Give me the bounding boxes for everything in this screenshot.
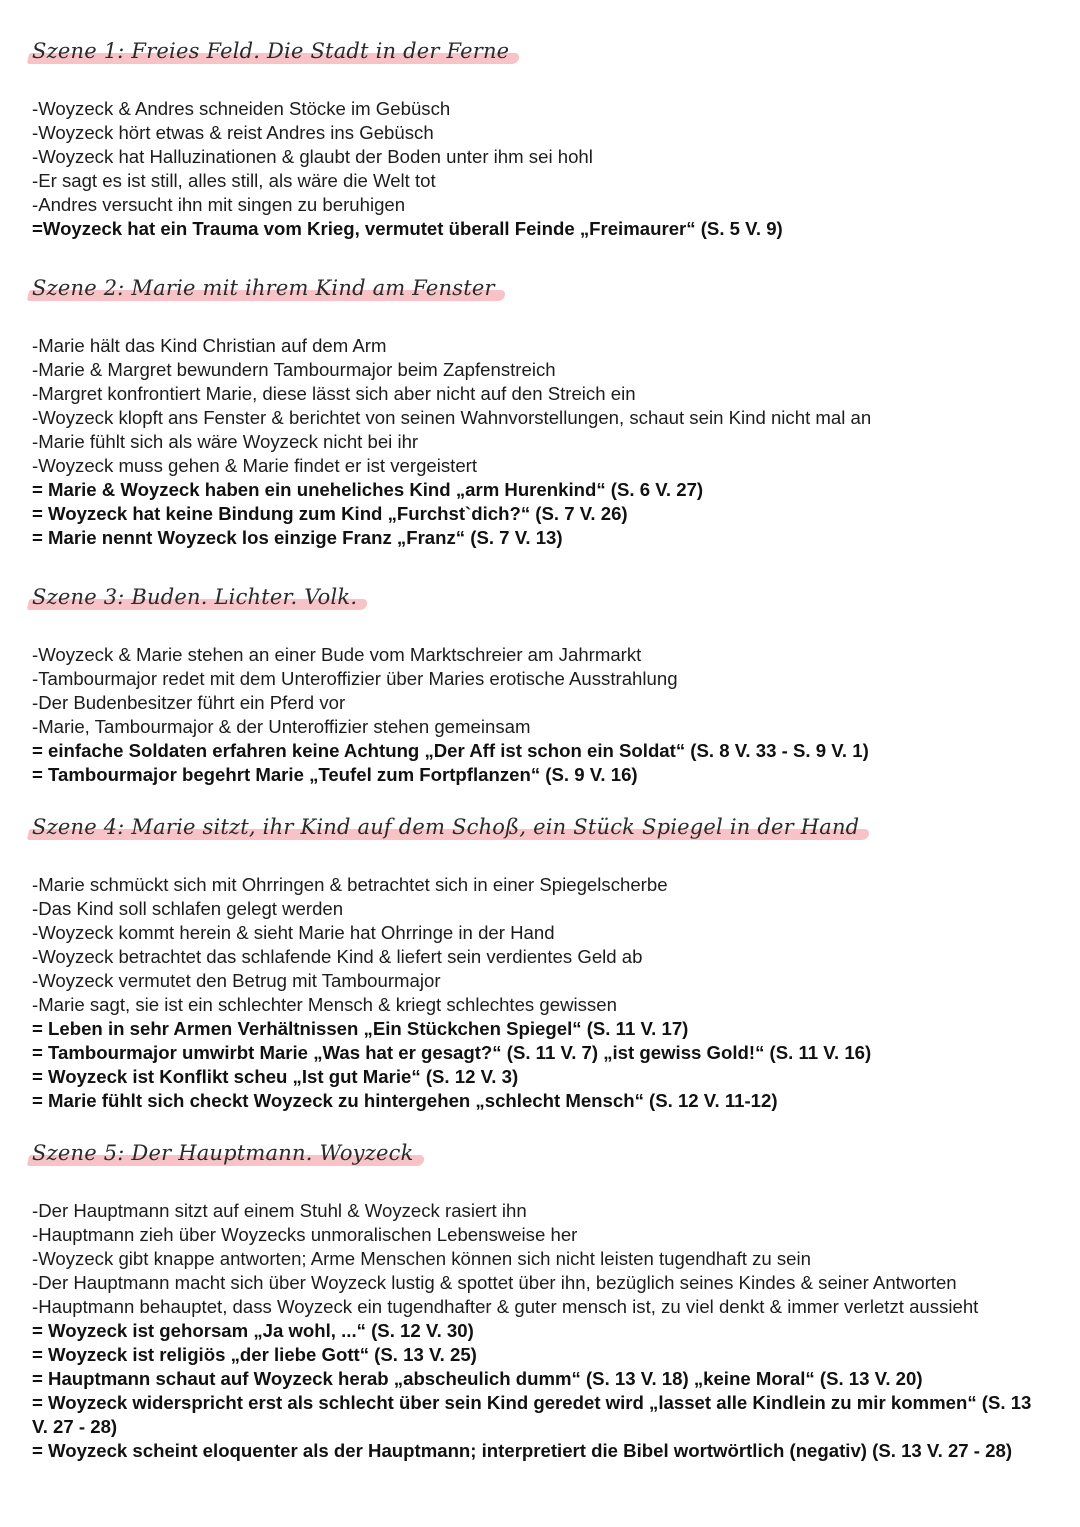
scene-5-conclusion-2: = Woyzeck ist religiös „der liebe Gott“ (S. 13 V. 25) [32, 1344, 477, 1365]
scene-1-line-2: -Woyzeck hört etwas & reist Andres ins Gebüsch [32, 122, 434, 143]
scene-1-line-1: -Woyzeck & Andres schneiden Stöcke im Gebüsch [32, 98, 451, 119]
scene-4-title: Szene 4: Marie sitzt, ihr Kind auf dem Schoß, ein Stück Spiegel in der Hand [32, 812, 863, 842]
scene-2-line-5: -Marie fühlt sich als wäre Woyzeck nicht bei ihr [32, 431, 419, 452]
scene-1 [32, 36, 1047, 241]
scene-2-line-1: -Marie hält das Kind Christian auf dem Arm [32, 335, 387, 356]
scene-2 [32, 273, 1047, 550]
scene-4-line-5: -Woyzeck vermutet den Betrug mit Tambourmajor [32, 970, 441, 991]
scene-5-title: Szene 5: Der Hauptmann. Woyzeck [32, 1138, 418, 1168]
scene-1-title: Szene 1: Freies Feld. Die Stadt in der Ferne [32, 36, 513, 66]
scene-5-conclusion-4: = Woyzeck widerspricht erst als schlecht über sein Kind geredet wird „lasset alle Kindlein zu mir kommen“ (S. 13 V. 27 - 28) [32, 1392, 1032, 1437]
scene-5-heading [32, 1138, 1047, 1172]
scene-5-line-1: -Der Hauptmann sitzt auf einem Stuhl & Woyzeck rasiert ihn [32, 1200, 527, 1221]
scene-1-line-5: -Andres versucht ihn mit singen zu beruhigen [32, 194, 406, 215]
scene-3-title: Szene 3: Buden. Lichter. Volk. [32, 582, 361, 612]
scene-3-conclusion-2: = Tambourmajor begehrt Marie „Teufel zum Fortpflanzen“ (S. 9 V. 16) [32, 764, 638, 785]
scene-2-title: Szene 2: Marie mit ihrem Kind am Fenster [32, 273, 499, 303]
scene-5-line-5: -Hauptmann behauptet, dass Woyzeck ein tugendhafter & guter mensch ist, zu viel denkt & immer verletzt aussieht [32, 1296, 979, 1317]
scene-2-conclusion-2: = Woyzeck hat keine Bindung zum Kind „Furchst`dich?“ (S. 7 V. 26) [32, 503, 628, 524]
scene-4-notes [32, 873, 1047, 1113]
scene-5-line-4: -Der Hauptmann macht sich über Woyzeck lustig & spottet über ihn, bezüglich seines Kindes & seiner Antworten [32, 1272, 957, 1293]
scene-2-line-4: -Woyzeck klopft ans Fenster & berichtet von seinen Wahnvorstellungen, schaut sein Kind nicht mal an [32, 407, 872, 428]
scene-5-notes [32, 1199, 1047, 1463]
scene-4-line-3: -Woyzeck kommt herein & sieht Marie hat Ohrringe in der Hand [32, 922, 555, 943]
scene-4-conclusion-3: = Woyzeck ist Konflikt scheu „Ist gut Marie“ (S. 12 V. 3) [32, 1066, 519, 1087]
scene-3-conclusion-1: = einfache Soldaten erfahren keine Achtung „Der Aff ist schon ein Soldat“ (S. 8 V. 33 - S. 9 V. 1) [32, 740, 869, 761]
scene-4-line-6: -Marie sagt, sie ist ein schlechter Mensch & kriegt schlechtes gewissen [32, 994, 617, 1015]
scene-4 [32, 812, 1047, 1113]
scene-3-notes [32, 643, 1047, 787]
scene-2-line-3: -Margret konfrontiert Marie, diese lässt sich aber nicht auf den Streich ein [32, 383, 636, 404]
scene-4-conclusion-4: = Marie fühlt sich checkt Woyzeck zu hintergehen „schlecht Mensch“ (S. 12 V. 11-12) [32, 1090, 778, 1111]
scene-5-line-3: -Woyzeck gibt knappe antworten; Arme Menschen können sich nicht leisten tugendhaft zu sein [32, 1248, 811, 1269]
scene-4-line-2: -Das Kind soll schlafen gelegt werden [32, 898, 344, 919]
scene-1-notes [32, 97, 1047, 241]
scene-5-conclusion-3: = Hauptmann schaut auf Woyzeck herab „abscheulich dumm“ (S. 13 V. 18) „keine Moral“ (S. 13 V. 20) [32, 1368, 923, 1389]
scene-2-notes [32, 334, 1047, 550]
scene-3-heading [32, 582, 1047, 616]
scene-3-line-1: -Woyzeck & Marie stehen an einer Bude vom Marktschreier am Jahrmarkt [32, 644, 642, 665]
scene-2-line-6: -Woyzeck muss gehen & Marie findet er ist vergeistert [32, 455, 478, 476]
scene-4-heading [32, 812, 1047, 846]
scene-1-line-4: -Er sagt es ist still, alles still, als wäre die Welt tot [32, 170, 436, 191]
scene-1-conclusion-1: =Woyzeck hat ein Trauma vom Krieg, vermutet überall Feinde „Freimaurer“ (S. 5 V. 9) [32, 218, 783, 239]
scene-2-heading [32, 273, 1047, 307]
scene-5-conclusion-1: = Woyzeck ist gehorsam „Ja wohl, ...“ (S. 12 V. 30) [32, 1320, 474, 1341]
scene-2-conclusion-1: = Marie & Woyzeck haben ein uneheliches Kind „arm Hurenkind“ (S. 6 V. 27) [32, 479, 704, 500]
scene-4-line-4: -Woyzeck betrachtet das schlafende Kind & liefert sein verdientes Geld ab [32, 946, 643, 967]
scene-3-line-3: -Der Budenbesitzer führt ein Pferd vor [32, 692, 346, 713]
scene-3-line-4: -Marie, Tambourmajor & der Unteroffizier stehen gemeinsam [32, 716, 531, 737]
scene-4-conclusion-1: = Leben in sehr Armen Verhältnissen „Ein Stückchen Spiegel“ (S. 11 V. 17) [32, 1018, 689, 1039]
scene-4-line-1: -Marie schmückt sich mit Ohrringen & betrachtet sich in einer Spiegelscherbe [32, 874, 668, 895]
scene-3 [32, 582, 1047, 787]
scene-5-line-2: -Hauptmann zieh über Woyzecks unmoralischen Lebensweise her [32, 1224, 578, 1245]
scene-1-heading [32, 36, 1047, 70]
scene-4-conclusion-2: = Tambourmajor umwirbt Marie „Was hat er gesagt?“ (S. 11 V. 7) „ist gewiss Gold!“ (S. 11 V. 16) [32, 1042, 872, 1063]
scene-2-line-2: -Marie & Margret bewundern Tambourmajor beim Zapfenstreich [32, 359, 556, 380]
scene-1-line-3: -Woyzeck hat Halluzinationen & glaubt der Boden unter ihm sei hohl [32, 146, 593, 167]
scene-2-conclusion-3: = Marie nennt Woyzeck los einzige Franz „Franz“ (S. 7 V. 13) [32, 527, 563, 548]
scene-5 [32, 1138, 1047, 1463]
scene-3-line-2: -Tambourmajor redet mit dem Unteroffizier über Maries erotische Ausstrahlung [32, 668, 678, 689]
scene-5-conclusion-5: = Woyzeck scheint eloquenter als der Hauptmann; interpretiert die Bibel wortwörtlich (negativ) (S. 13 V. 27 - 28) [32, 1440, 1013, 1461]
